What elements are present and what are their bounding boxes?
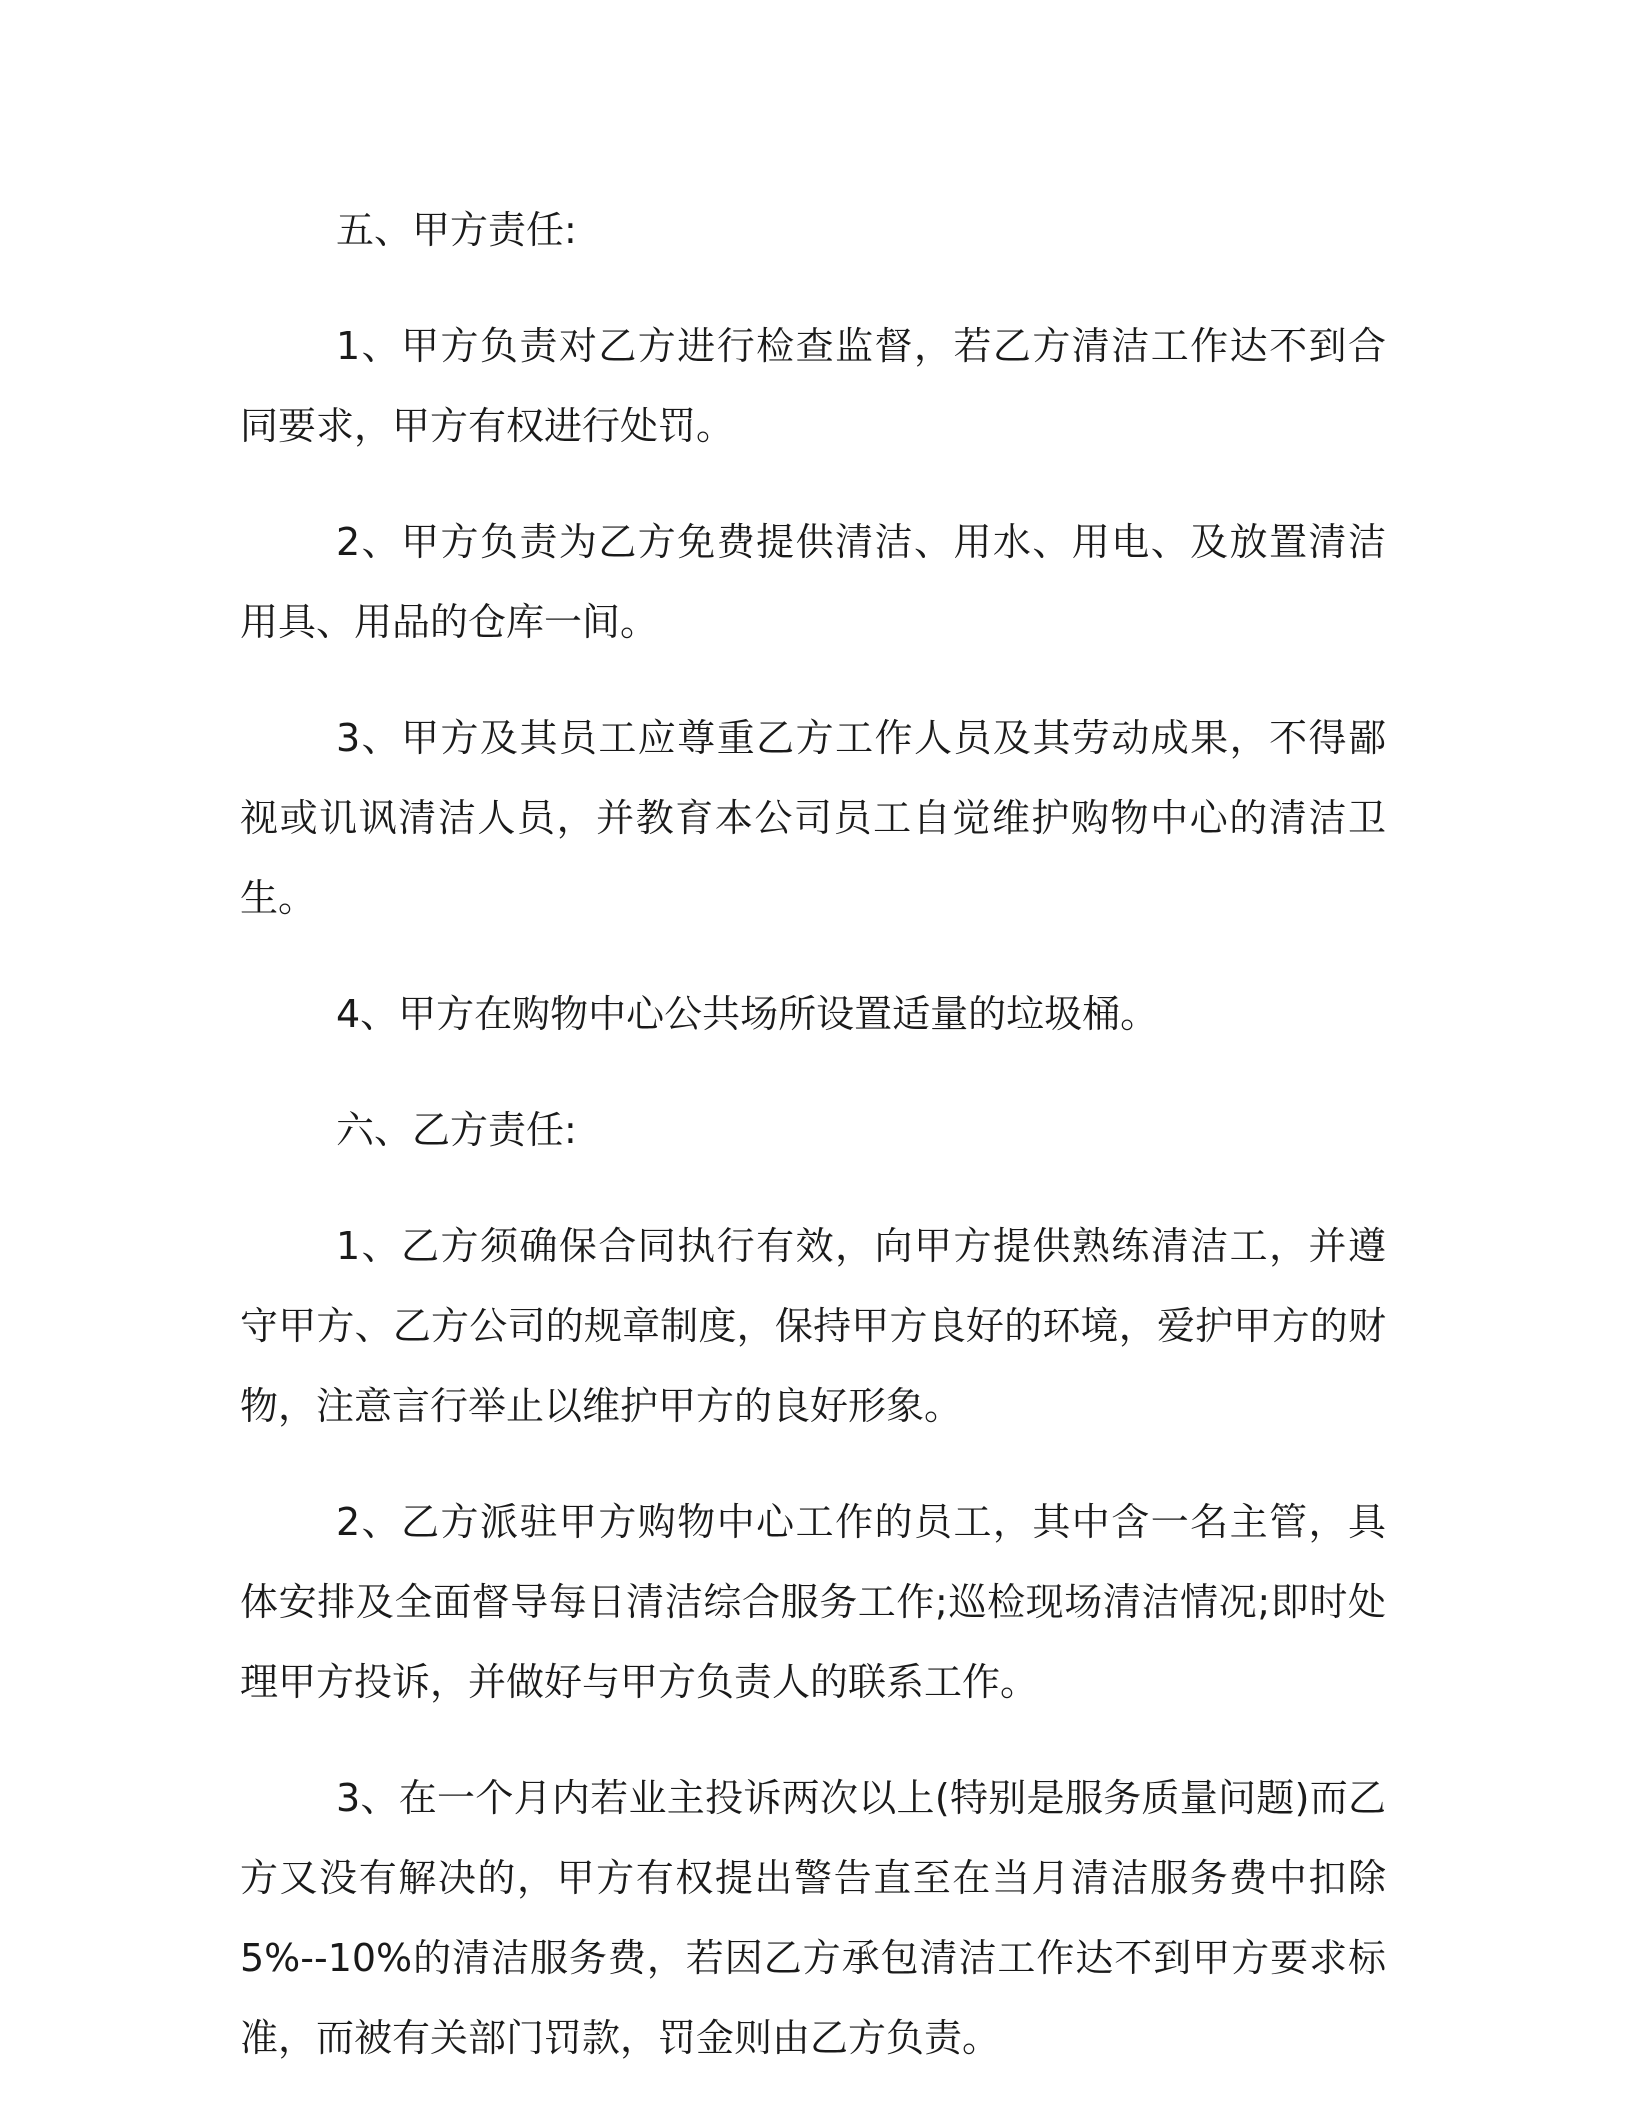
section-heading-party-b-responsibilities: 六、乙方责任:	[336, 1108, 577, 1152]
clause-a-1: 1、甲方负责对乙方进行检查监督，若乙方清洁工作达不到合同要求，甲方有权进行处罚。	[240, 324, 1386, 448]
clause-a-3: 3、甲方及其员工应尊重乙方工作人员及其劳动成果，不得鄙视或讥讽清洁人员，并教育本公司员工自觉维护购物中心的清洁卫生。	[240, 716, 1386, 920]
clause-b-1: 1、乙方须确保合同执行有效，向甲方提供熟练清洁工，并遵守甲方、乙方公司的规章制度，保持甲方良好的环境，爱护甲方的财物，注意言行举止以维护甲方的良好形象。	[240, 1224, 1386, 1428]
clause-a-4: 4、甲方在购物中心公共场所设置适量的垃圾桶。	[336, 992, 1159, 1036]
section-heading-party-a-responsibilities: 五、甲方责任:	[336, 208, 577, 252]
clause-b-2: 2、乙方派驻甲方购物中心工作的员工，其中含一名主管，具体安排及全面督导每日清洁综合服务工作;巡检现场清洁情况;即时处理甲方投诉，并做好与甲方负责人的联系工作。	[240, 1500, 1386, 1704]
clause-b-3: 3、在一个月内若业主投诉两次以上(特别是服务质量问题)而乙方又没有解决的，甲方有权提出警告直至在当月清洁服务费中扣除 5%--10%的清洁服务费，若因乙方承包清洁工作达不到甲方要求标准，而被有关部门罚款，罚金则由乙方负责。	[240, 1776, 1386, 2060]
document-body	[240, 190, 1386, 2114]
clause-a-2: 2、甲方负责为乙方免费提供清洁、用水、用电、及放置清洁用具、用品的仓库一间。	[240, 520, 1386, 644]
